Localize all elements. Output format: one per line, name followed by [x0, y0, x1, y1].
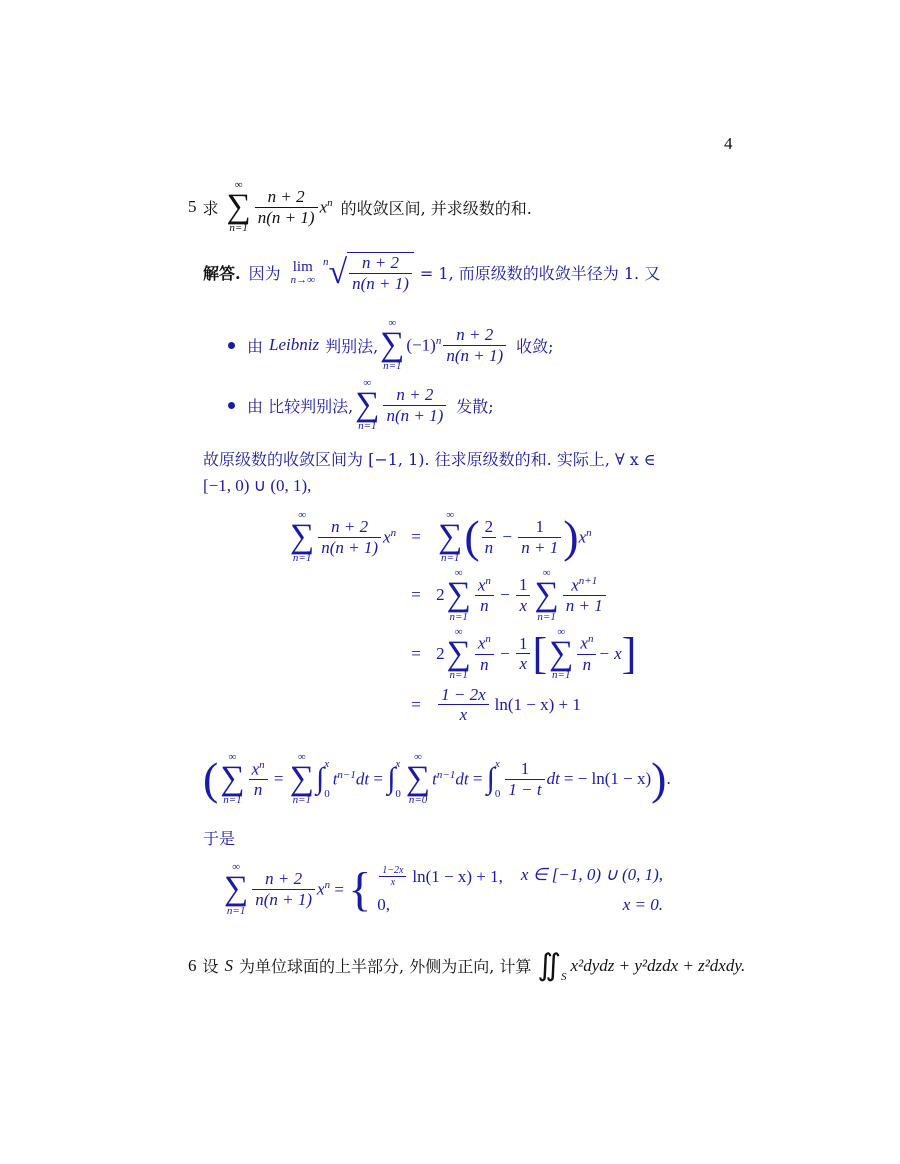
equals: = [411, 527, 421, 547]
surface-integral: ∬ S [537, 949, 567, 983]
bullet1-suffix: 收敛; [516, 336, 554, 356]
problem-suffix: 的收敛区间, 并求级数的和. [340, 198, 532, 218]
alternating-sign: (−1) [406, 335, 436, 355]
leibniz-name: Leibniz [269, 335, 320, 355]
derivation [288, 510, 636, 725]
interval-line-2: [−1, 0) ∪ (0, 1), [203, 476, 312, 495]
derivation-row-2: 2 ∞ ∑ n=1 $\frac{x^n}{n}$ − $\frac{1}{x}$ ∞ ∑ n=1 $\frac{x^{n+1}}{n + 1}$ [436, 568, 636, 622]
derivation-row-4: $\frac{1 - 2x}{x}$ ln(1 − x) + 1 [436, 685, 636, 725]
problem6-text-b: 为单位球面的上半部分, 外侧为正向, 计算 [239, 957, 532, 976]
final-result: ∞ ∑ n=1 $\frac{n + 2}{n(n + 1)}$ $x^n$ = { $\frac{1-2x}{x}$ ln(1 − x) + 1, x ∈ [−1, 0) ∪ (0, 1), 0, x = 0. [224, 861, 664, 917]
solution-intro [203, 252, 660, 293]
summation: ∞ ∑ n=1 [226, 179, 251, 235]
fraction: $\frac{n + 2}{n(n + 1)}$ [383, 385, 446, 425]
derivation-row-1: ∞ ∑ n=1 ( $\frac{2}{n}$ − $\frac{1}{n + 1}$ ) $x^n$ [438, 509, 592, 565]
limit: lim n→∞ [290, 258, 315, 286]
problem-5 [188, 180, 532, 234]
equals: = [411, 585, 421, 605]
solution-label: 解答. [203, 264, 241, 284]
interval-line-1: 故原级数的收敛区间为 [−1, 1). 往求原级数的和. 实际上, ∀ x ∈ [203, 450, 656, 469]
therefore-text: 于是 [203, 829, 236, 848]
bullet1-mid: 判别法, [325, 336, 379, 356]
problem-6 [188, 948, 745, 983]
bullet1-prefix: 由 [247, 336, 264, 356]
integrand: x²dydz + y²dzdx + z²dxdy. [570, 955, 746, 975]
intro-rest: = 1, 而原级数的收敛半径为 1. 又 [419, 264, 661, 284]
bullet-comparison [228, 378, 494, 432]
power-term: $x^n$ [319, 196, 333, 217]
bullet-icon [228, 342, 235, 349]
problem-number: 5 [188, 197, 197, 217]
summation: ∞ ∑ n=1 [355, 377, 380, 433]
bullet2-prefix: 由 比较判别法, [247, 396, 354, 416]
because-text: 因为 [248, 264, 281, 284]
summation: ∞ ∑ n=1 [380, 317, 405, 373]
equals: = [411, 643, 421, 663]
bullet-leibniz: 由 Leibniz 判别法, ∞ ∑ n=1 $(-1)^n$ $\frac{n + 2}{n(n + 1)}$ 收敛; [228, 318, 554, 372]
bullet-icon [228, 402, 235, 409]
derivation-row-3: 2 ∞ ∑ n=1 $\frac{x^n}{n}$ − $\frac{1}{x}$ [ ∞ ∑ n=1 $\frac{x^n}{n}$ − x ] [436, 625, 637, 681]
fraction: $\frac{n + 2}{n(n + 1)}$ [255, 187, 318, 227]
problem-number: 6 [188, 955, 197, 975]
equals: = [411, 694, 421, 714]
fraction: $\frac{n + 2}{n(n + 1)}$ [443, 325, 506, 365]
bullet2-suffix: 发散; [456, 396, 494, 416]
nth-root: n √ $\frac{n + 2}{n(n + 1)}$ [323, 252, 414, 293]
surface-symbol: S [224, 955, 234, 975]
problem-prefix: 求 [202, 198, 219, 218]
derivation-lhs: ∞ ∑ n=1 $\frac{n + 2}{n(n + 1)}$ $x^n$ [290, 509, 397, 565]
problem6-text-a: 设 [202, 957, 219, 976]
auxiliary-identity: ( ∞ ∑ n=1 $\frac{x^n}{n}$ = ∞ ∑ n=1 ∫ x 0 $t^{n-1}dt$ = ∫ x 0 ∞ ∑ n=0 $t^{n-1}dt$ = ∫ x 0 $\frac{1}{1 - t}$ dt = − ln(1 − x) ) . [203, 751, 671, 807]
page-number: 4 [724, 134, 733, 153]
